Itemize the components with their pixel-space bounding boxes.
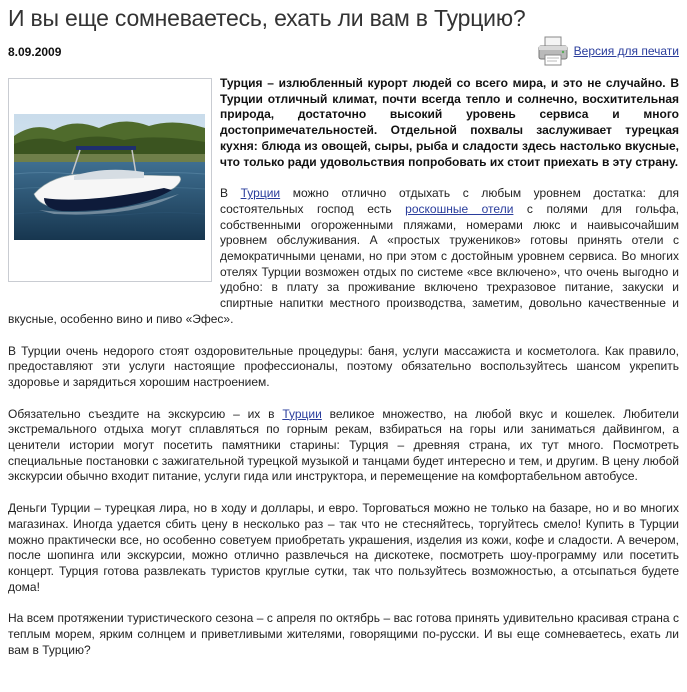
turkey-link[interactable]: Турции (240, 186, 281, 201)
turkey-excursions-link[interactable]: Турции (282, 406, 322, 421)
print-version[interactable] (536, 34, 679, 68)
article-body (8, 76, 679, 675)
article-date: 8.09.2009 (8, 45, 62, 59)
paragraph-closing: На всем протяжении туристического сезона – с апреля по октябрь – вас готова принять удивительно красивая страна с теплым морем, ярким солнцем и приветливыми жителями, говорящими по-русски. И вы еще сомневаетесь, ехать ли вам в Турцию? (8, 611, 679, 657)
luxury-hotels-link[interactable]: роскошные отели (405, 201, 514, 216)
paragraph-accommodation: В Турции можно отлично отдыхать с любым уровнем достатка: для состоятельных господ есть роскошные отели с полями для гольфа, собственными огороженными пляжами, номерами люкс и наивысочайшим уровнем обслуживания. А «простых тружеников» готовы принять отели с демократичными ценами, но при этом с достойным уровнем сервиса. Во многих отелях Турции возможен отдых по системе «все включено», что очень выгодно и удобно: в плату за проживание включено трехразовое питание, закуски и спиртные напитки местного производства, заметим, довольно качественные и вкусные, особенно вино и пиво «Эфес». (8, 186, 680, 326)
print-version-link[interactable]: Версия для печати (573, 44, 679, 58)
paragraph-shopping: Деньги Турции – турецкая лира, но в ходу и доллары, и евро. Торговаться можно не только на базаре, но и во многих магазинах. Иногда удается сбить цену в несколько раз – так что не стесняйтесь, торгуйтесь смело! Купить в Турции можно практически все, но особенно советуем приобретать украшения, изделия из кожи, кофе и сладости. А вечером, после шопинга или экскурсии, можно отлично развлечься на дискотеке, посмотреть шоу-программу или посетить концерт. Турция готова развлекать туристов круглые сутки, так что пользуйтесь возможностью, а отсыпаться будете дома! (8, 501, 679, 594)
page-title: И вы еще сомневаетесь, ехать ли вам в Турцию? (8, 5, 526, 31)
lead-paragraph: Турция – излюбленный курорт людей со всего мира, и это не случайно. В Турции отличный климат, почти всегда тепло и солнечно, восхитительная природа, достаточно высокий уровень сервиса и много достопримечательностей. Отдельной похвалы заслуживает турецкая кухня: блюда из овощей, сыры, рыба и сладости здесь настолько вкусные, что только ради удовольствия попробовать их стоит приехать в эту страну. (220, 76, 679, 169)
printer-icon[interactable] (536, 34, 570, 68)
paragraph-wellness: В Турции очень недорого стоят оздоровительные процедуры: баня, услуги массажиста и косметолога. Как правило, предоставляют эти услуги настоящие профессионалы, поэтому обязательно воспользуйтесь шансом укрепить здоровье и зарядиться хорошим настроением. (8, 343, 679, 389)
paragraph-excursions: Обязательно съездите на экскурсию – их в Турции великое множество, на любой вкус и кошелек. Любители экстремального отдыха могут сплавляться по горным рекам, взбираться на горы или заниматься дайвингом, а ценители истории могут посетить памятники старины: Турция – древняя страна, их тут много. Посмотреть специальные постановки с зажигательной турецкой музыкой и танцами будет интересно и тем, и другим. В цену любой экскурсии обычно входит питание, услуги гида или инструктора, и перемещение на комфортабельном автобусе. (8, 406, 679, 484)
